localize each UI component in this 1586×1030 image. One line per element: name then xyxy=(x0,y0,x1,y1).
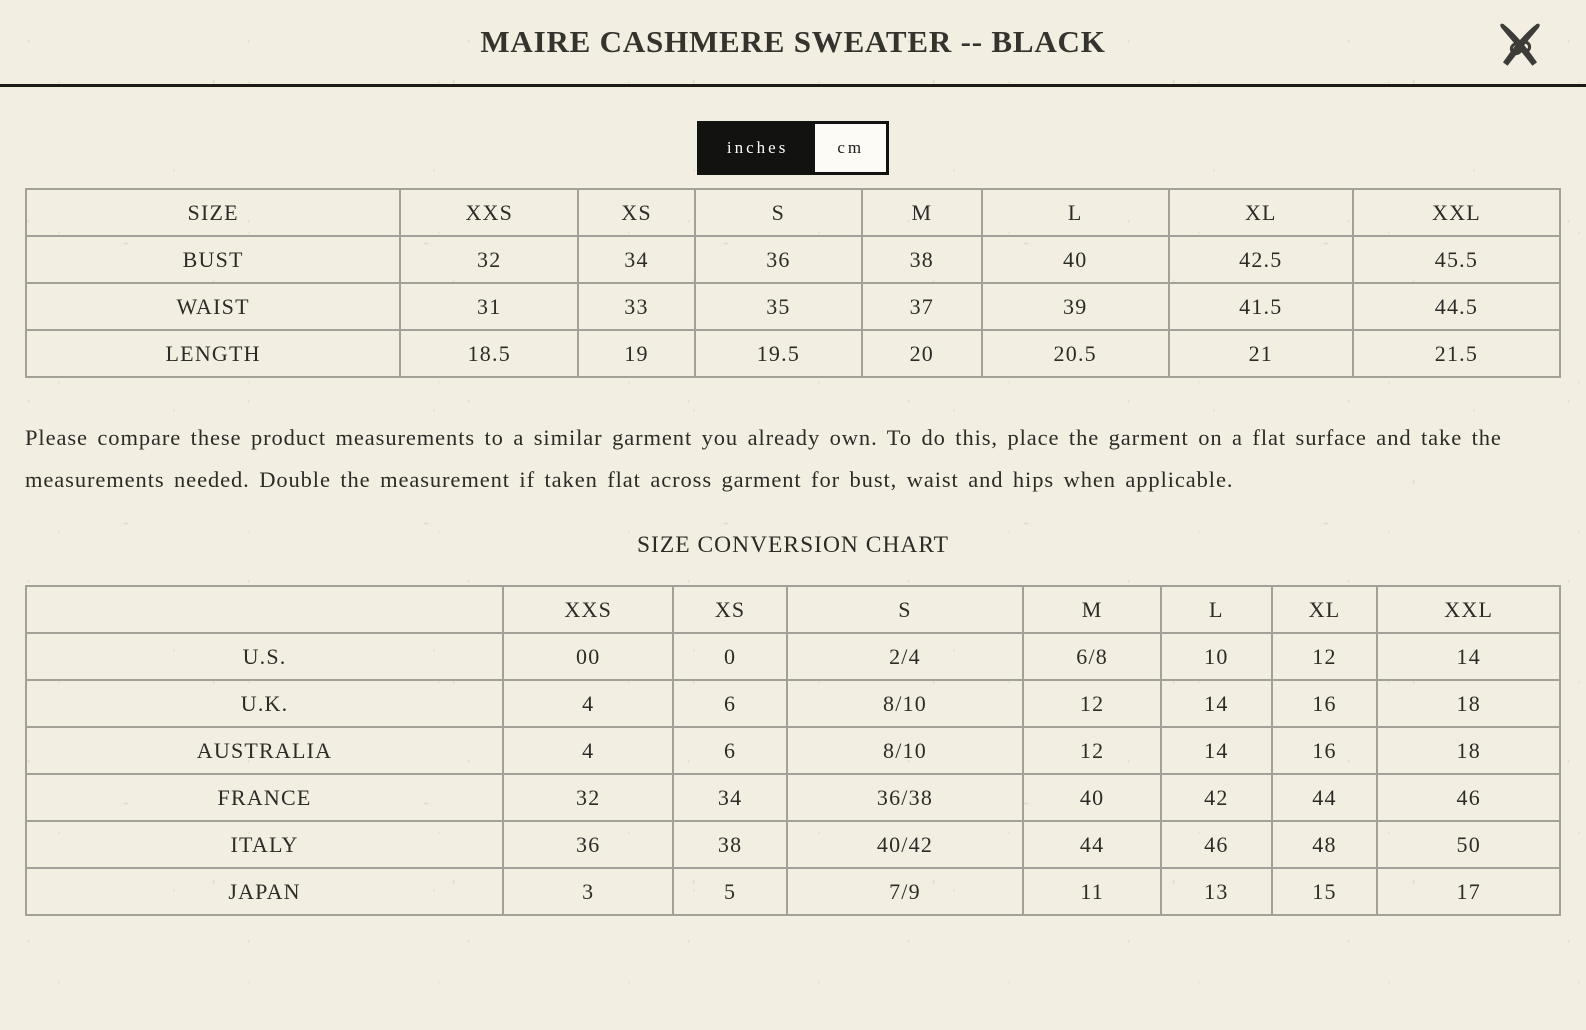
cell: 15 xyxy=(1272,868,1378,915)
cell: 14 xyxy=(1161,727,1271,774)
cell: 35 xyxy=(695,283,862,330)
cell: 40 xyxy=(1023,774,1161,821)
cell: 18.5 xyxy=(400,330,578,377)
scissors-close-icon xyxy=(1497,19,1543,69)
cell: 4 xyxy=(503,727,673,774)
cell: 12 xyxy=(1023,727,1161,774)
modal-header xyxy=(0,0,1586,87)
cell: 2/4 xyxy=(787,633,1023,680)
cell: 40 xyxy=(982,236,1169,283)
row-label: ITALY xyxy=(26,821,503,868)
cell: 12 xyxy=(1272,633,1378,680)
cell: 39 xyxy=(982,283,1169,330)
column-header: M xyxy=(862,189,982,236)
cell: 19.5 xyxy=(695,330,862,377)
cell: 45.5 xyxy=(1353,236,1560,283)
cell: 6 xyxy=(673,727,787,774)
column-header: XXS xyxy=(503,586,673,633)
cell: 31 xyxy=(400,283,578,330)
column-header: XXS xyxy=(400,189,578,236)
cell: 38 xyxy=(862,236,982,283)
row-label: JAPAN xyxy=(26,868,503,915)
cell: 21.5 xyxy=(1353,330,1560,377)
cell: 0 xyxy=(673,633,787,680)
page-title: MAIRE CASHMERE SWEATER -- BLACK xyxy=(480,24,1106,59)
header-row xyxy=(26,189,1560,236)
cell: 37 xyxy=(862,283,982,330)
column-header: M xyxy=(1023,586,1161,633)
cell: 46 xyxy=(1377,774,1560,821)
cell: 4 xyxy=(503,680,673,727)
cell: 8/10 xyxy=(787,727,1023,774)
unit-toggle xyxy=(697,121,889,175)
cell: 14 xyxy=(1377,633,1560,680)
measurement-table xyxy=(25,188,1561,378)
column-header: S xyxy=(695,189,862,236)
cell: 14 xyxy=(1161,680,1271,727)
cell: 32 xyxy=(400,236,578,283)
cell: 41.5 xyxy=(1169,283,1353,330)
column-header: XL xyxy=(1169,189,1353,236)
cell: 42.5 xyxy=(1169,236,1353,283)
table-row xyxy=(26,821,1560,868)
cell: 21 xyxy=(1169,330,1353,377)
column-header: XS xyxy=(578,189,695,236)
unit-toggle-wrap xyxy=(0,121,1586,175)
conversion-chart-title: SIZE CONVERSION CHART xyxy=(636,532,950,558)
table-row xyxy=(26,283,1560,330)
cell: 10 xyxy=(1161,633,1271,680)
measurement-note: Please compare these product measurements to a similar garment you already own. To do this, place the garment on a flat surface and take the measurements needed. Double the measurement if taken flat across garment for bust, waist and hips when applicable. xyxy=(25,425,1502,492)
column-header: XS xyxy=(673,586,787,633)
cell: 34 xyxy=(673,774,787,821)
cell: 16 xyxy=(1272,727,1378,774)
cell: 17 xyxy=(1377,868,1560,915)
cell: 32 xyxy=(503,774,673,821)
cell: 36 xyxy=(695,236,862,283)
column-header: SIZE xyxy=(26,189,400,236)
cell: 20.5 xyxy=(982,330,1169,377)
cell: 44 xyxy=(1272,774,1378,821)
cell: 19 xyxy=(578,330,695,377)
cell: 18 xyxy=(1377,680,1560,727)
row-label: AUSTRALIA xyxy=(26,727,503,774)
cell: 36 xyxy=(503,821,673,868)
close-button[interactable] xyxy=(1492,14,1548,74)
cell: 36/38 xyxy=(787,774,1023,821)
cell: 00 xyxy=(503,633,673,680)
table-row xyxy=(26,330,1560,377)
cell: 46 xyxy=(1161,821,1271,868)
cell: 20 xyxy=(862,330,982,377)
cell: 7/9 xyxy=(787,868,1023,915)
cell: 18 xyxy=(1377,727,1560,774)
cell: 44 xyxy=(1023,821,1161,868)
cell: 33 xyxy=(578,283,695,330)
cell: 40/42 xyxy=(787,821,1023,868)
row-label: BUST xyxy=(26,236,400,283)
cell: 12 xyxy=(1023,680,1161,727)
header-row xyxy=(26,586,1560,633)
cell: 38 xyxy=(673,821,787,868)
table-row xyxy=(26,236,1560,283)
row-label: LENGTH xyxy=(26,330,400,377)
cell: 48 xyxy=(1272,821,1378,868)
row-label: WAIST xyxy=(26,283,400,330)
row-label: FRANCE xyxy=(26,774,503,821)
column-header: S xyxy=(787,586,1023,633)
column-header: XXL xyxy=(1353,189,1560,236)
row-label: U.S. xyxy=(26,633,503,680)
column-header: XL xyxy=(1272,586,1378,633)
row-label: U.K. xyxy=(26,680,503,727)
table-row xyxy=(26,774,1560,821)
cell: 34 xyxy=(578,236,695,283)
table-row xyxy=(26,680,1560,727)
cell: 11 xyxy=(1023,868,1161,915)
column-header: L xyxy=(982,189,1169,236)
cell: 16 xyxy=(1272,680,1378,727)
cell: 8/10 xyxy=(787,680,1023,727)
cell: 13 xyxy=(1161,868,1271,915)
column-header xyxy=(26,586,503,633)
cell: 42 xyxy=(1161,774,1271,821)
column-header: XXL xyxy=(1377,586,1560,633)
cell: 44.5 xyxy=(1353,283,1560,330)
cell: 5 xyxy=(673,868,787,915)
cell: 6/8 xyxy=(1023,633,1161,680)
table-row xyxy=(26,633,1560,680)
unit-toggle-cm[interactable]: cm xyxy=(815,124,886,172)
cell: 3 xyxy=(503,868,673,915)
conversion-table xyxy=(25,585,1561,916)
column-header: L xyxy=(1161,586,1271,633)
table-row xyxy=(26,727,1560,774)
unit-toggle-inches[interactable]: inches xyxy=(700,124,815,172)
cell: 50 xyxy=(1377,821,1560,868)
table-row xyxy=(26,868,1560,915)
cell: 6 xyxy=(673,680,787,727)
